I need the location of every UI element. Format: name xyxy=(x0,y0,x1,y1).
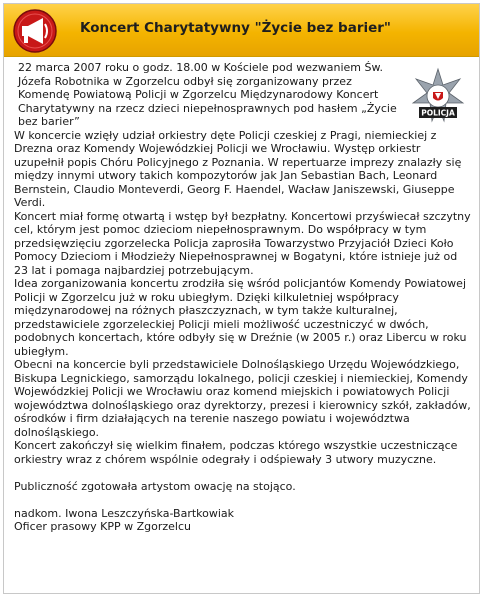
signature-name: nadkom. Iwona Leszczyńska-Bartkowiak xyxy=(14,506,235,520)
article-content xyxy=(4,57,479,593)
signature-role: Oficer prasowy KPP w Zgorzelcu xyxy=(14,520,191,533)
paragraph-guests: Obecni na koncercie byli przedstawiciele Dolnośląskiego Urzędu Wojewódzkiego, Biskupa Legnickiego, samorządu lokalnego, policji czeskiej i niemieckiej, Komendy Wojewódzkiej Policji we Wrocławiu oraz komend miejskich i powiatowych Policji województwa dolnośląskiego oraz dyrektorzy, prezesi i kierownicy szkół, zakładów, ośrodków i firm działających na terenie naszego powiatu i województwa dolnośląskiego. xyxy=(14,358,471,439)
article-panel xyxy=(3,3,480,594)
paragraph-finale: Koncert zakończył się wielkim finałem, podczas którego wszystkie uczestniczące orkiestry wraz z chórem wspólnie odegrały i odśpiewały 3 utwory muzyczne. xyxy=(14,439,458,466)
paragraph-ovation: Publiczność zgotowała artystom owację na stojąco. xyxy=(14,479,296,493)
megaphone-icon xyxy=(12,8,58,54)
paragraph-purpose: Koncert miał formę otwartą i wstęp był bezpłatny. Koncertowi przyświecał szczytny cel, którym jest pomoc dzieciom niepełnosprawnym. Do współpracy w tym przedsięwzięciu zgorzelecka Policja zaprosiła Towarzystwo Przyjaciół Dzieci Koło Pomocy Dzieciom i Młodzieży Niepełnosprawnej w Bogatyni, które istnieje już od 23 lat i pomaga najbardziej potrzebującym. xyxy=(14,209,471,277)
header-bar xyxy=(4,4,479,57)
paragraph-intro: 22 marca 2007 roku o godz. 18.00 w Kościele pod wezwaniem Św. Józefa Robotnika w Zgorzelcu odbył się zorganizowany przez Komendę Powiatową Policji w Zgorzelcu Międzynarodowy Koncert Charytatywny na rzecz dzieci niepełnosprawnych pod hasłem „Życie bez barier” xyxy=(18,61,397,128)
paragraph-idea: Idea zorganizowania koncertu zrodziła się wśród policjantów Komendy Powiatowej Policji w Zgorzelcu już w roku ubiegłym. Dzięki kilkuletniej współpracy międzynarodowej na różnych płaszczyznach, w tym także kulturalnej, przedstawiciele zgorzeleckiej Policji mieli możliwość uczestniczyć w dwóch, podobnych koncertach, które odbyły się w Dreźnie (w 2005 r.) oraz Libercu w roku ubiegłym. xyxy=(14,277,467,358)
badge-label: POLICJA xyxy=(421,108,455,118)
paragraph-purpose-wrap xyxy=(14,210,472,278)
spacer xyxy=(14,466,472,480)
spacer xyxy=(14,493,472,507)
page-title: Koncert Charytatywny "Życie bez barier" xyxy=(80,20,391,36)
article-body xyxy=(14,61,472,534)
paragraph-orchestras: W koncercie wzięły udział orkiestry dęte Policji czeskiej z Pragi, niemieckiej z Drezna oraz Komendy Wojewódzkiej Policji we Wrocławiu. Występ orkiestr uzupełnił popis Chóru Policyjnego z Poznania. W repertuarze imprezy znalazły się między innymi utwory takich kompozytorów jak Jan Sebastian Bach, Leonard Bernstein, Claudio Monteverdi, Georg F. Haendel, Wacław Janiszewski, Giuseppe Verdi. xyxy=(14,128,462,209)
